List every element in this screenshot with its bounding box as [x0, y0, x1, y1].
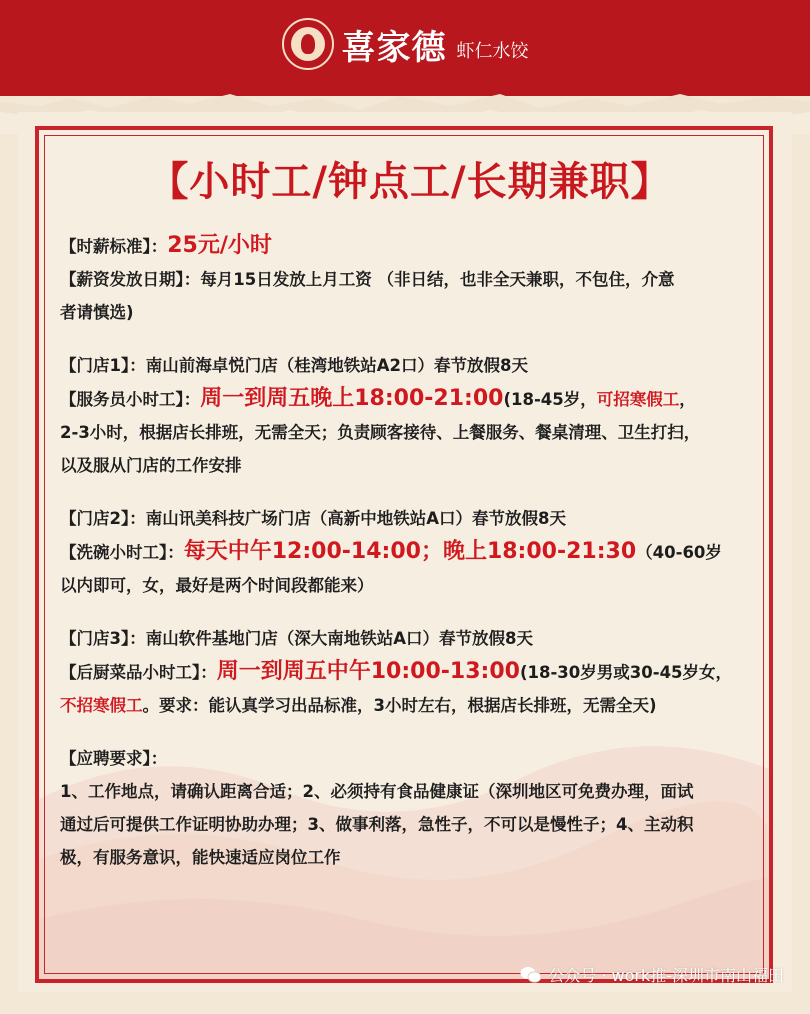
- wage-line: [60, 229, 760, 263]
- store2-detail: 以内即可，女，最好是两个时间段都能来）: [60, 576, 374, 595]
- watermark-text: 公众号 · work推-深圳市南山福田: [548, 966, 784, 985]
- wage-value: 25元/小时: [167, 233, 272, 258]
- store1-detail: 2-3小时，根据店长排班，无需全天；负责顾客接待、上餐服务、餐桌清理、卫生打扫，: [60, 423, 701, 442]
- store1-role-line: [60, 382, 760, 416]
- page-title: 【小时工/钟点工/长期兼职】: [148, 159, 672, 205]
- store1-time: 周一到周五晚上18:00-21:00: [200, 386, 504, 411]
- store3-tail: (18-30岁男或30-45岁女，: [519, 663, 733, 682]
- store3-detail: [60, 689, 760, 722]
- store2-tail: （40-60岁: [636, 543, 722, 562]
- store1-paren: (18-45岁，: [503, 390, 597, 409]
- store1-header: 【门店1】：南山前海卓悦门店（桂湾地铁站A2口）春节放假8天: [60, 356, 528, 375]
- brand-logo: [282, 18, 529, 70]
- store3-note: 不招寒假工: [60, 696, 143, 715]
- store3-time: 周一到周五中午10:00-13:00: [216, 659, 520, 684]
- payday-line-2: 者请慎选): [60, 303, 134, 322]
- store1-note: 可招寒假工: [596, 390, 680, 409]
- store2-role-line: [60, 535, 760, 569]
- wechat-icon: [520, 966, 542, 984]
- requirements-line-2: 通过后可提供工作证明协助办理；3、做事利落，急性子，不可以是慢性子；4、主动积: [60, 815, 694, 834]
- store1-role-label: 【服务员小时工】：: [60, 390, 201, 409]
- store3-role-line: [60, 655, 760, 689]
- watermark: [520, 963, 784, 986]
- store2-role-label: 【洗碗小时工】：: [60, 543, 184, 562]
- requirements-line-3: 极，有服务意识，能快速适应岗位工作: [60, 848, 341, 867]
- job-posting: [60, 150, 760, 874]
- store3-role-label: 【后厨菜品小时工】：: [60, 663, 217, 682]
- wage-label: 【时薪标准】：: [60, 237, 168, 256]
- store2-header: 【门店2】：南山讯美科技广场门店（高新中地铁站A口）春节放假8天: [60, 509, 566, 528]
- store3-detail-rest: 。要求：能认真学习出品标准，3小时左右，根据店长排班，无需全天): [142, 696, 657, 715]
- payday-line: 【薪资发放日期】：每月15日发放上月工资 （非日结，也非全天兼职，不包住，介意: [60, 270, 675, 289]
- store1-comma: ，: [679, 390, 696, 409]
- store3-header: 【门店3】：南山软件基地门店（深大南地铁站A口）春节放假8天: [60, 629, 533, 648]
- store2-time: 每天中午12:00-14:00；晚上18:00-21:30: [183, 539, 637, 564]
- requirements-line-1: 1、工作地点，请确认距离合适；2、必须持有食品健康证（深圳地区可免费办理，面试: [60, 782, 694, 801]
- requirements-label: 【应聘要求】：: [60, 749, 168, 768]
- brand-subtitle: 虾仁水饺: [456, 41, 529, 62]
- brand-header: [0, 0, 810, 96]
- store1-detail-2: 以及服从门店的工作安排: [60, 456, 242, 475]
- logo-seal-icon: [282, 18, 334, 70]
- brand-name: 喜家德: [341, 27, 447, 68]
